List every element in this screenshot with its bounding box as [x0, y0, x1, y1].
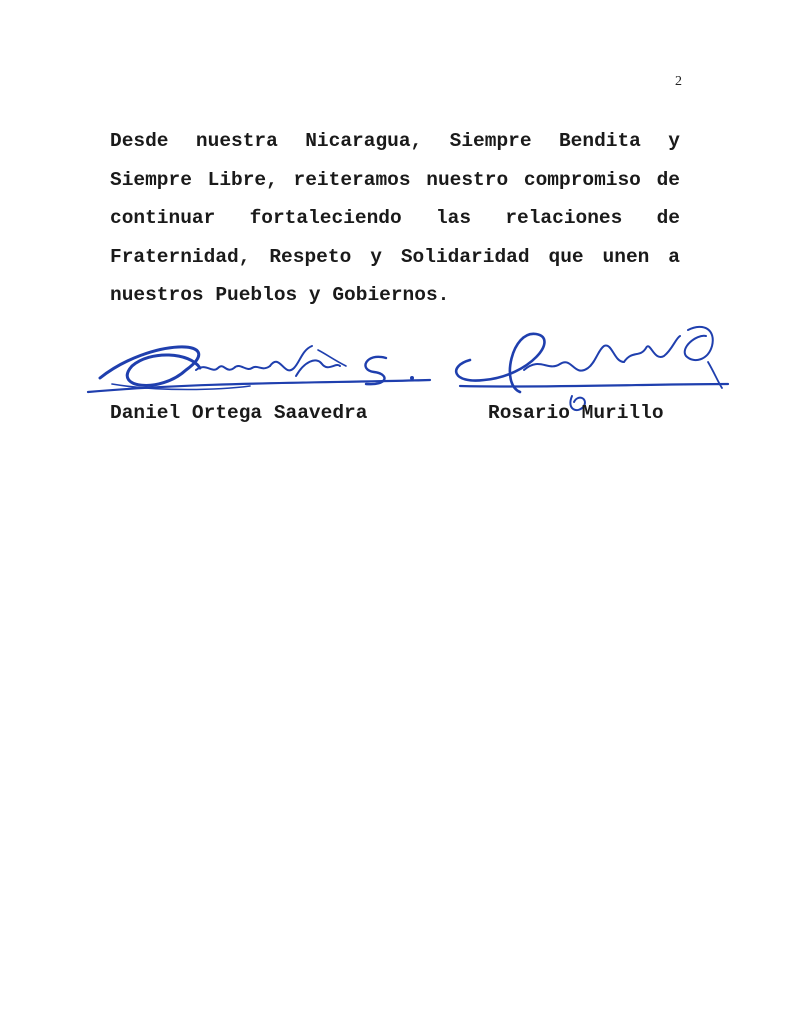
signatory-name-right: Rosario Murillo	[488, 402, 664, 424]
body-paragraph: Desde nuestra Nicaragua, Siempre Bendita y Siempre Libre, reiteramos nuestro compromiso de continuar fortaleciendo las relaciones de Fraternidad, Respeto y Solidaridad que unen a nuestros Pueblos y Gobiernos.	[110, 130, 680, 306]
page-number: 2	[675, 74, 682, 89]
signature-daniel-ortega	[88, 346, 430, 392]
signatory-name-left: Daniel Ortega Saavedra	[110, 402, 368, 424]
signature-rosario-murillo	[456, 327, 728, 410]
